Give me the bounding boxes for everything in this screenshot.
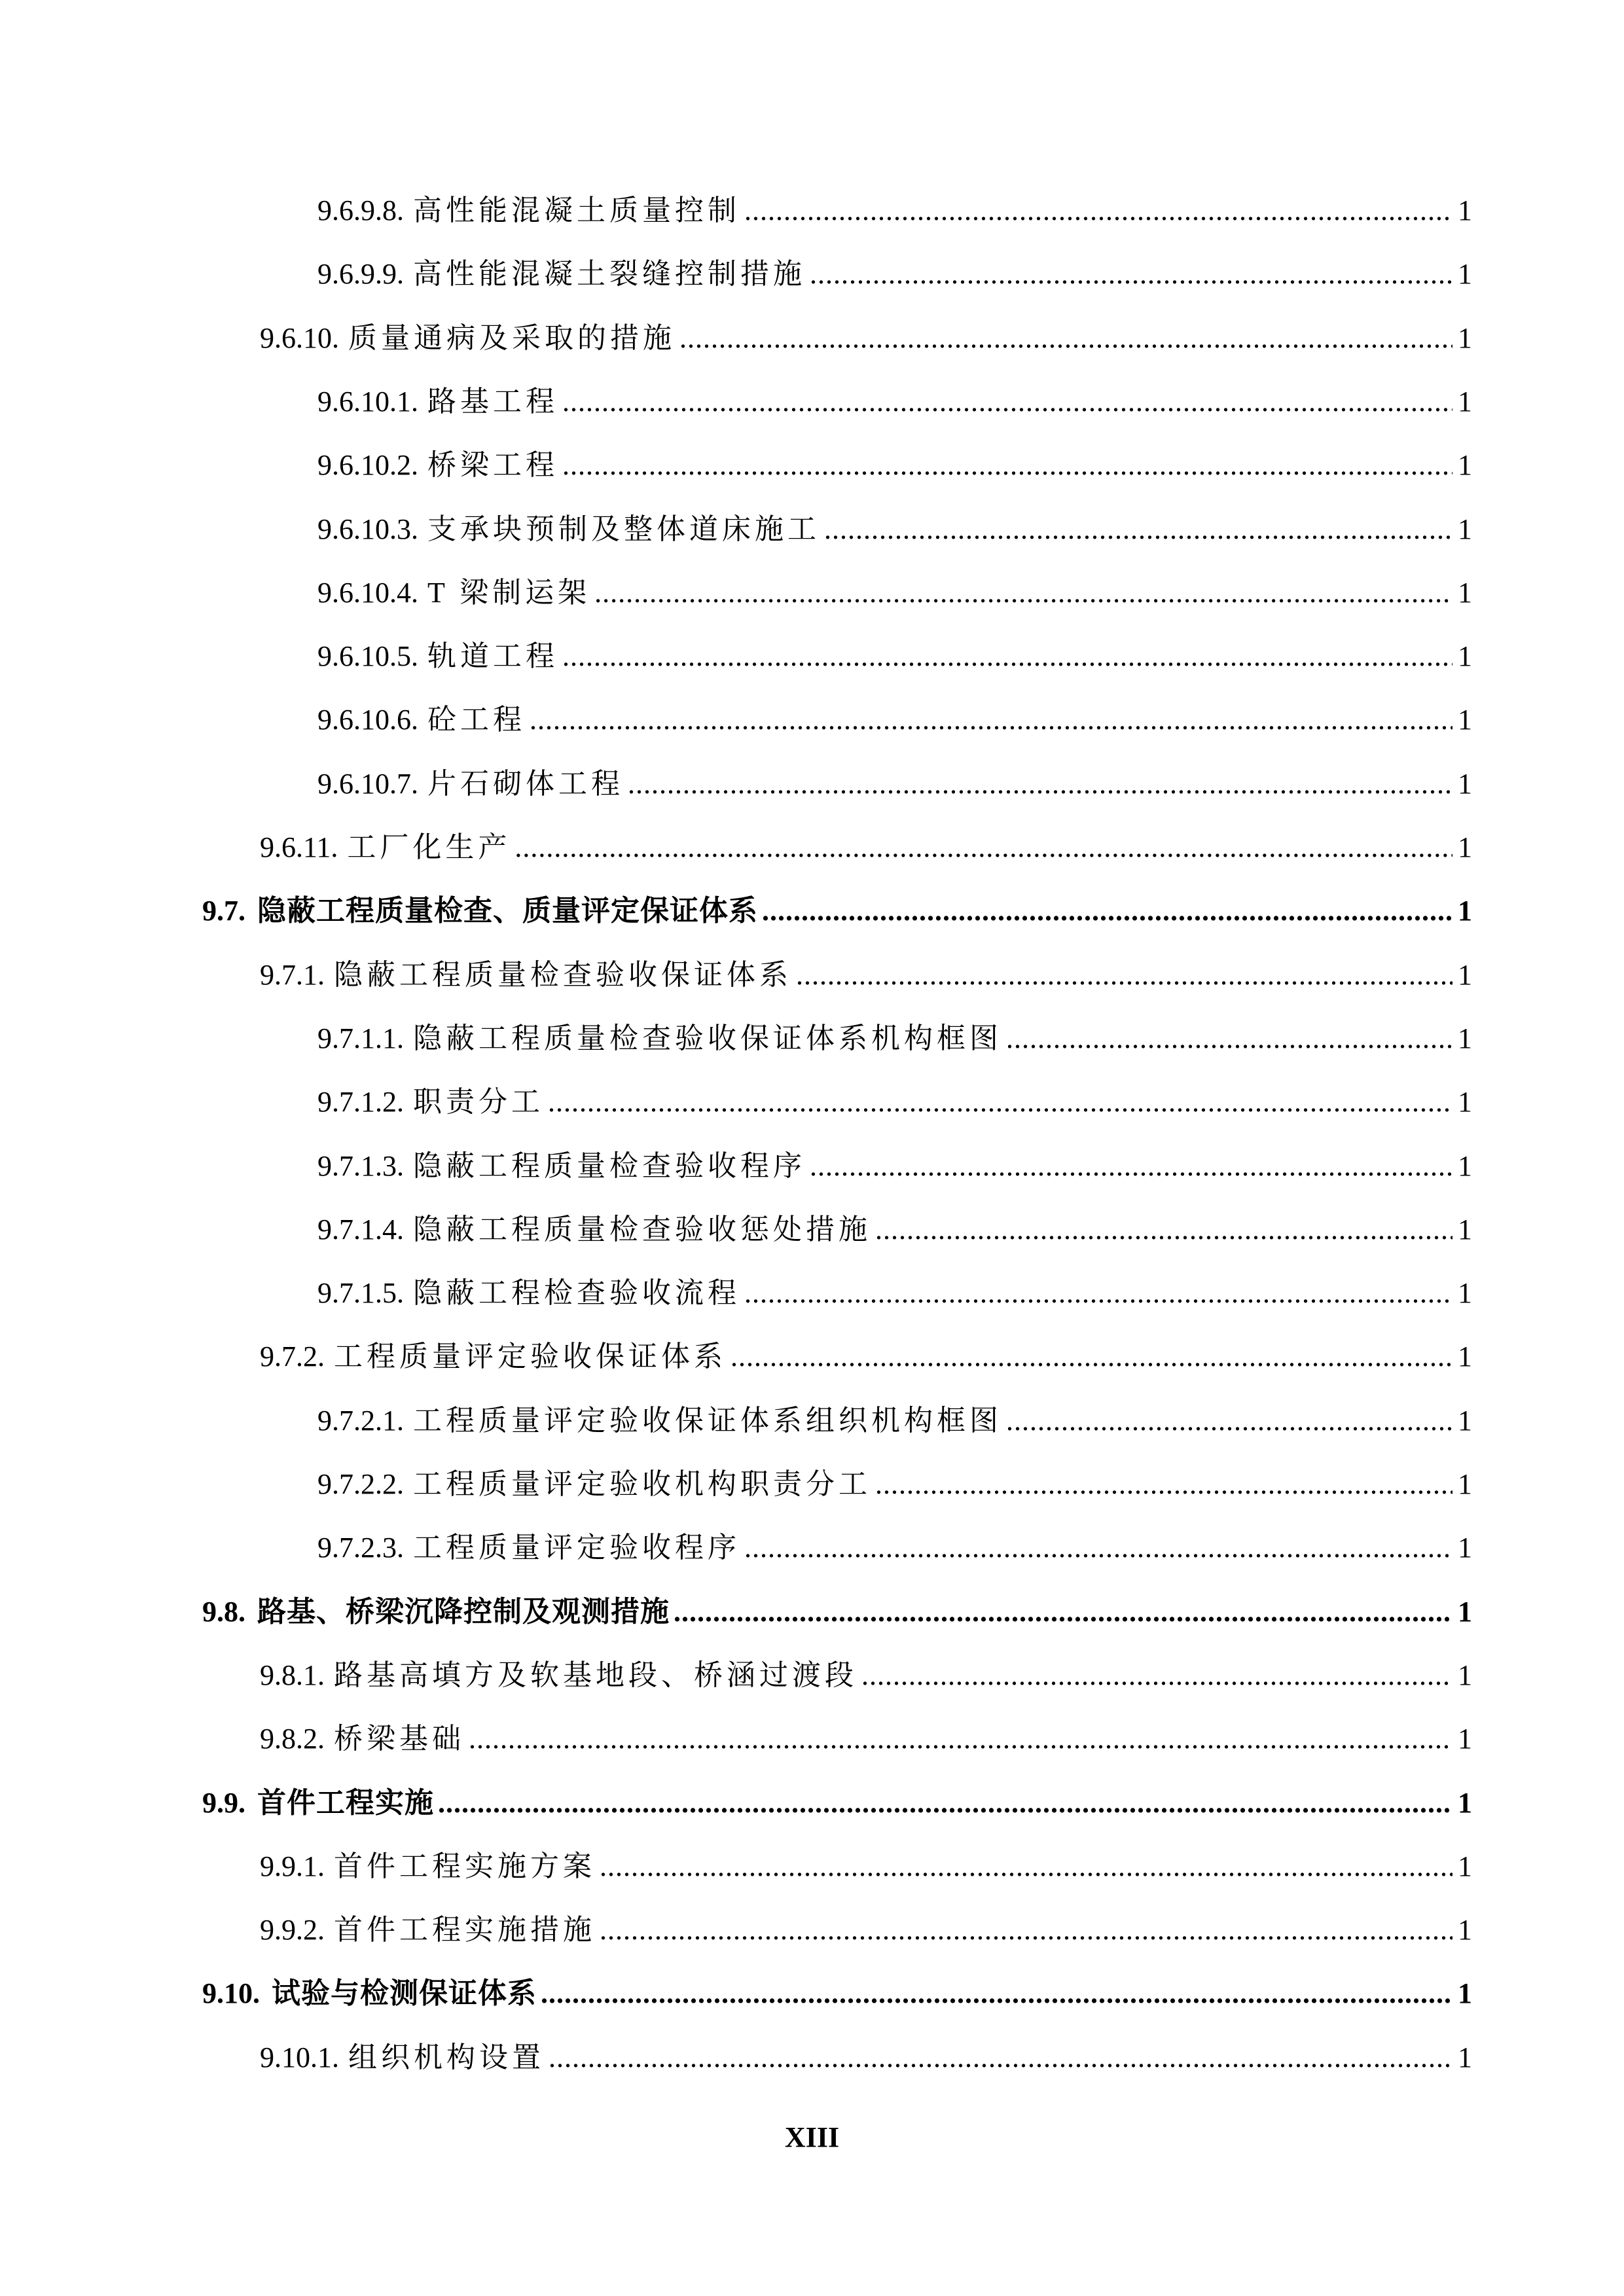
toc-entry-title: 首件工程实施 [257, 1786, 434, 1819]
toc-entry[interactable] [317, 1267, 1472, 1319]
toc-entry-title: 隐蔽工程质量检查验收程序 [413, 1149, 806, 1182]
toc-entry-page: 1 [1458, 1914, 1472, 1946]
toc-entry-number: 9.6.10.2. [317, 449, 418, 482]
toc-entry-page: 1 [1458, 1977, 1472, 2010]
toc-entry-page: 1 [1458, 576, 1472, 609]
toc-entry[interactable] [317, 630, 1472, 683]
toc-dot-leader [530, 694, 1453, 746]
toc-entry-page: 1 [1458, 767, 1472, 800]
toc-dot-leader [679, 312, 1453, 365]
toc-entry[interactable] [317, 567, 1472, 619]
toc-entry-page: 1 [1458, 1022, 1472, 1054]
toc-entry-page: 1 [1458, 831, 1472, 863]
toc-entry[interactable] [202, 1967, 1472, 2020]
toc-entry-page: 1 [1458, 1659, 1472, 1691]
toc-entry-number: 9.6.10.5. [317, 640, 418, 673]
toc-entry-page: 1 [1458, 958, 1472, 991]
toc-entry-number: 9.7.1.5. [317, 1277, 404, 1310]
toc-entry-title: 路基、桥梁沉降控制及观测措施 [257, 1595, 670, 1628]
toc-entry-page: 1 [1458, 1595, 1472, 1628]
toc-dot-leader [562, 376, 1453, 428]
toc-entry-page: 1 [1458, 512, 1472, 545]
toc-entry-title: 桥梁工程 [427, 449, 558, 482]
toc-entry-title: 组织机构设置 [348, 2041, 545, 2073]
toc-dot-leader [744, 1522, 1453, 1574]
toc-dot-leader [469, 1713, 1453, 1765]
toc-dot-leader [674, 1586, 1453, 1638]
toc-entry-title: 砼工程 [427, 704, 526, 736]
toc-entry-number: 9.7.1.1. [317, 1022, 404, 1054]
toc-entry[interactable] [317, 1458, 1472, 1511]
toc-entry[interactable] [260, 1840, 1472, 1893]
toc-entry-number: 9.7.1.4. [317, 1213, 404, 1246]
toc-entry[interactable] [202, 885, 1472, 937]
toc-entry-number: 9.7. [202, 895, 245, 927]
toc-dot-leader [762, 885, 1453, 937]
toc-entry[interactable] [260, 1713, 1472, 1765]
toc-entry-number: 9.6.10.1. [317, 385, 418, 418]
toc-entry-title: 高性能混凝土裂缝控制措施 [413, 258, 806, 291]
toc-entry-page: 1 [1458, 1213, 1472, 1246]
toc-entry[interactable] [317, 185, 1472, 237]
toc-entry-page: 1 [1458, 449, 1472, 482]
toc-entry-number: 9.6.10.7. [317, 767, 418, 800]
toc-entry[interactable] [260, 949, 1472, 1001]
toc-entry-title: 工程质量评定验收程序 [413, 1532, 740, 1564]
toc-dot-leader [600, 1840, 1453, 1893]
toc-entry-page: 1 [1458, 1277, 1472, 1310]
toc-entry[interactable] [317, 439, 1472, 492]
toc-dot-leader [514, 821, 1453, 874]
toc-entry-page: 1 [1458, 1468, 1472, 1500]
toc-entry-title: 隐蔽工程质量检查验收惩处措施 [413, 1213, 871, 1246]
toc-dot-leader [541, 1967, 1453, 2020]
toc-dot-leader [875, 1458, 1453, 1511]
toc-entry-number: 9.6.9.8. [317, 194, 404, 226]
toc-entry-number: 9.6.9.9. [317, 258, 404, 291]
toc-entry-title: 片石砌体工程 [427, 767, 624, 800]
toc-entry-title: 首件工程实施措施 [334, 1914, 596, 1946]
toc-entry[interactable] [260, 1649, 1472, 1702]
toc-entry-title: 隐蔽工程质量检查验收保证体系 [334, 958, 792, 991]
toc-entry[interactable] [317, 248, 1472, 300]
toc-entry-number: 9.6.11. [260, 831, 338, 863]
toc-dot-leader [562, 439, 1453, 492]
toc-entry-title: 工程质量评定验收保证体系 [334, 1340, 727, 1373]
toc-entry-title: 轨道工程 [427, 640, 558, 673]
toc-entry-title: T 梁制运架 [427, 576, 591, 609]
toc-entry[interactable] [260, 1904, 1472, 1956]
toc-entry-title: 工厂化生产 [347, 831, 511, 863]
toc-dot-leader [824, 503, 1453, 556]
toc-entry-page: 1 [1458, 1532, 1472, 1564]
toc-entry-number: 9.9. [202, 1786, 245, 1819]
toc-entry-title: 工程质量评定验收机构职责分工 [413, 1468, 871, 1500]
toc-entry-page: 1 [1458, 704, 1472, 736]
toc-entry-title: 工程质量评定验收保证体系组织机构框图 [413, 1404, 1002, 1437]
toc-dot-leader [628, 758, 1453, 810]
toc-dot-leader [875, 1204, 1453, 1256]
toc-dot-leader [744, 1267, 1453, 1319]
toc-entry-page: 1 [1458, 1340, 1472, 1373]
toc-entry-number: 9.8. [202, 1595, 245, 1628]
toc-entry-title: 质量通病及采取的措施 [348, 321, 676, 354]
toc-entry-page: 1 [1458, 1404, 1472, 1437]
toc-entry-page: 1 [1458, 895, 1472, 927]
toc-entry-number: 9.8.1. [260, 1659, 325, 1691]
toc-entry[interactable] [260, 312, 1472, 365]
toc-entry-page: 1 [1458, 1149, 1472, 1182]
toc-entry-page: 1 [1458, 194, 1472, 226]
toc-entry-number: 9.10. [202, 1977, 260, 2010]
toc-entry-title: 高性能混凝土质量控制 [413, 194, 740, 226]
toc-entry[interactable] [317, 1013, 1472, 1065]
toc-entry-number: 9.8.2. [260, 1723, 325, 1755]
toc-entry-page: 1 [1458, 1850, 1472, 1882]
toc-entry-number: 9.9.1. [260, 1850, 325, 1882]
toc-entry-number: 9.7.1. [260, 958, 325, 991]
toc-dot-leader [744, 185, 1453, 237]
toc-entry[interactable] [317, 1140, 1472, 1193]
toc-entry-number: 9.6.10. [260, 321, 339, 354]
toc-dot-leader [594, 567, 1453, 619]
page-number: XIII [784, 2121, 840, 2153]
toc-entry[interactable] [260, 821, 1472, 874]
toc-entry-number: 9.7.2. [260, 1340, 325, 1373]
toc-entry[interactable] [317, 376, 1472, 428]
toc-entry-number: 9.6.10.3. [317, 512, 418, 545]
toc-entry-page: 1 [1458, 1723, 1472, 1755]
toc-entry-page: 1 [1458, 640, 1472, 673]
toc-dot-leader [1006, 1013, 1453, 1065]
toc-entry-number: 9.9.2. [260, 1914, 325, 1946]
toc-dot-leader [796, 949, 1453, 1001]
toc-entry[interactable] [202, 1777, 1472, 1829]
toc-dot-leader [548, 1076, 1453, 1128]
toc-entry-number: 9.7.1.2. [317, 1086, 404, 1119]
toc-entry-title: 隐蔽工程检查验收流程 [413, 1277, 740, 1310]
toc-entry[interactable] [317, 1204, 1472, 1256]
toc-entry-number: 9.7.2.3. [317, 1532, 404, 1564]
toc-dot-leader [731, 1331, 1453, 1383]
toc-entry-title: 试验与检测保证体系 [272, 1977, 537, 2010]
toc-entry[interactable] [317, 758, 1472, 810]
toc-entry-page: 1 [1458, 385, 1472, 418]
toc-entry[interactable] [317, 503, 1472, 556]
toc-entry-number: 9.6.10.6. [317, 704, 418, 736]
toc-entry-page: 1 [1458, 258, 1472, 291]
toc-entry[interactable] [317, 1076, 1472, 1128]
toc-entry-title: 桥梁基础 [334, 1723, 465, 1755]
toc-entry-page: 1 [1458, 321, 1472, 354]
toc-entry-page: 1 [1458, 1086, 1472, 1119]
toc-entry-number: 9.10.1. [260, 2041, 339, 2073]
toc-dot-leader [600, 1904, 1453, 1956]
toc-dot-leader [810, 248, 1453, 300]
toc-entry-page: 1 [1458, 1786, 1472, 1819]
toc-entry[interactable] [317, 694, 1472, 746]
toc-entry-number: 9.7.1.3. [317, 1149, 404, 1182]
toc-entry-page: 1 [1458, 2041, 1472, 2073]
toc-entry-number: 9.7.2.2. [317, 1468, 404, 1500]
toc-dot-leader [549, 2032, 1453, 2084]
toc-dot-leader [861, 1649, 1453, 1702]
toc-entry-number: 9.6.10.4. [317, 576, 418, 609]
toc-entry-number: 9.7.2.1. [317, 1404, 404, 1437]
toc-entry-title: 支承块预制及整体道床施工 [427, 512, 820, 545]
toc-entry-title: 路基工程 [427, 385, 558, 418]
toc-entry[interactable] [317, 1522, 1472, 1574]
toc-entry[interactable] [202, 1586, 1472, 1638]
toc-entry[interactable] [260, 2032, 1472, 2084]
toc-dot-leader [562, 630, 1453, 683]
toc-dot-leader [438, 1777, 1453, 1829]
toc-entry-title: 首件工程实施方案 [334, 1850, 596, 1882]
toc-entry-title: 路基高填方及软基地段、桥涵过渡段 [334, 1659, 857, 1691]
toc-dot-leader [810, 1140, 1453, 1193]
toc-entry-title: 隐蔽工程质量检查验收保证体系机构框图 [413, 1022, 1002, 1054]
toc-dot-leader [1006, 1395, 1453, 1447]
toc-entry[interactable] [260, 1331, 1472, 1383]
toc-entry[interactable] [317, 1395, 1472, 1447]
toc-entry-title: 隐蔽工程质量检查、质量评定保证体系 [257, 895, 758, 927]
toc-entry-title: 职责分工 [413, 1086, 544, 1119]
